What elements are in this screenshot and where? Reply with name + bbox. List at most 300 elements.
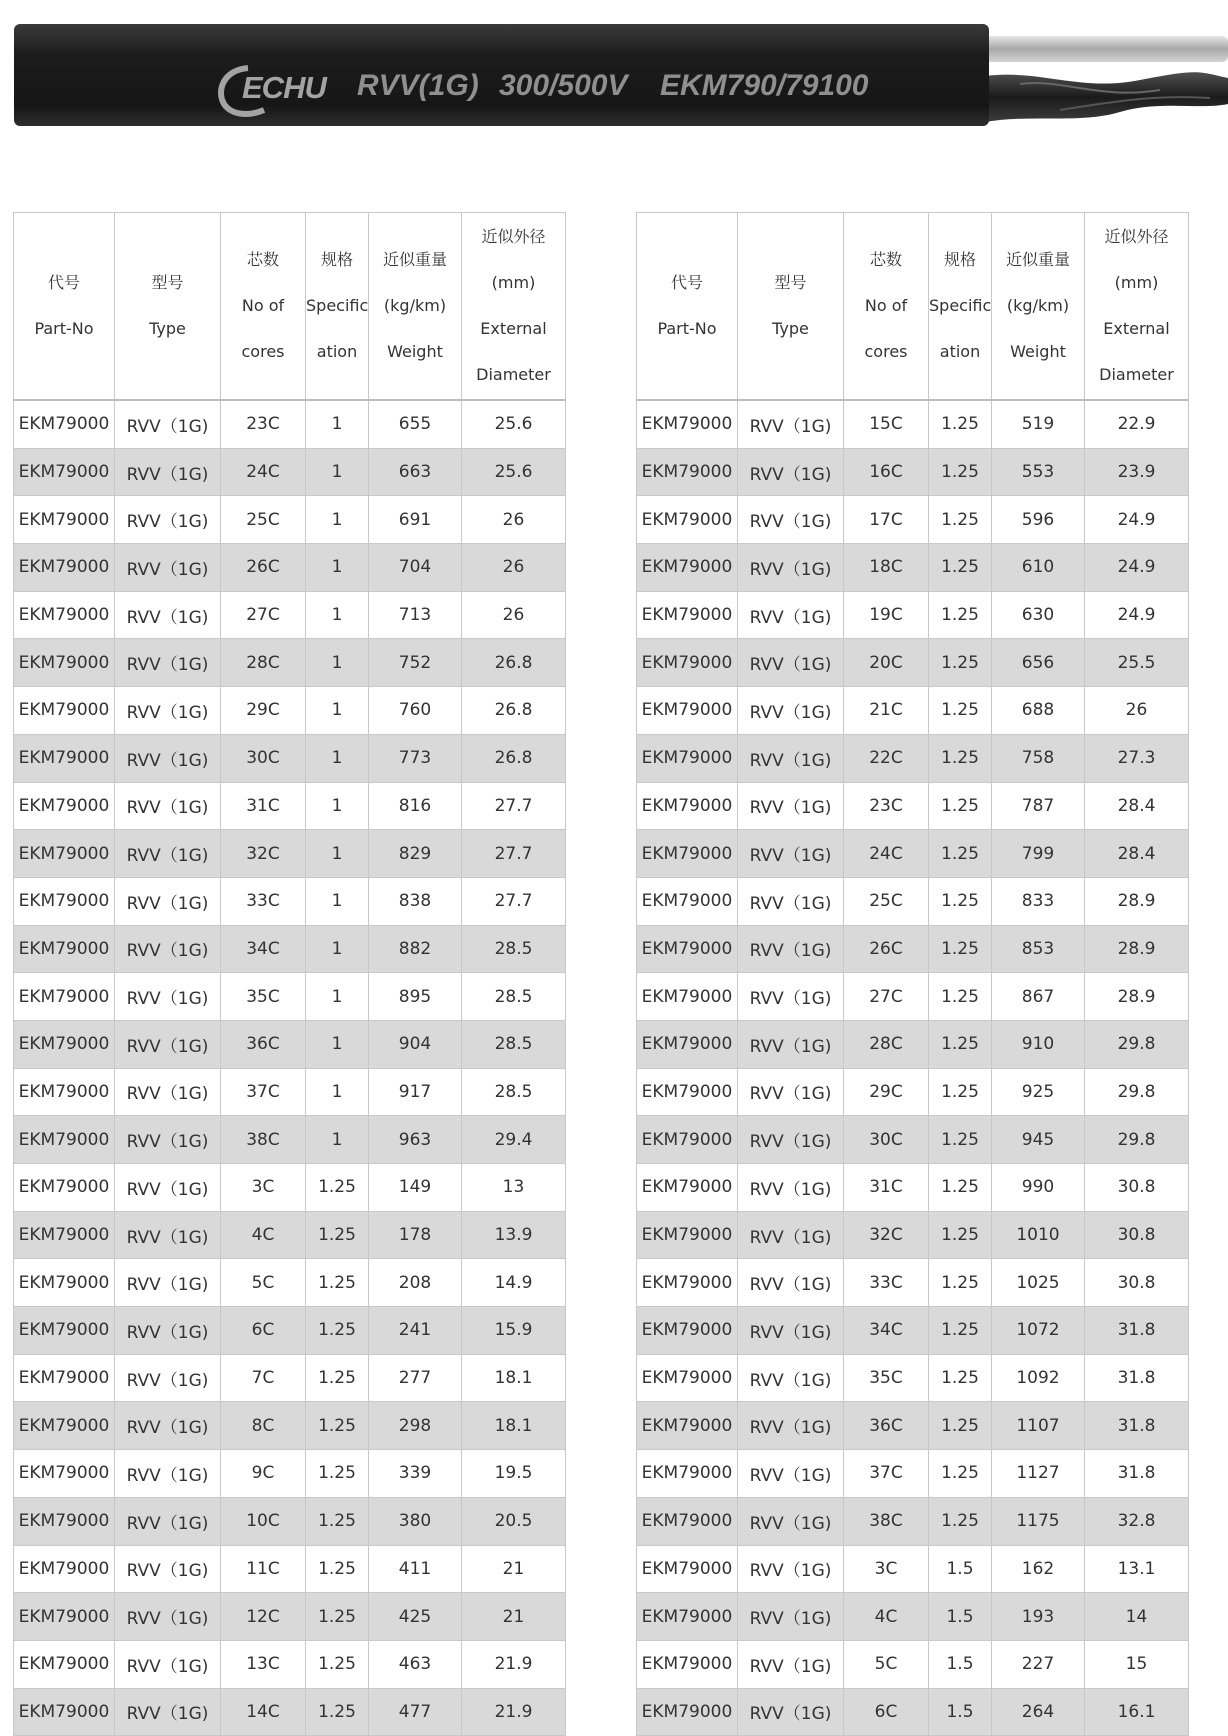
cell-type: RVV（1G): [738, 1259, 844, 1307]
cell-specification: 1.25: [929, 830, 992, 878]
cell-part-no: EKM79000: [14, 400, 115, 448]
header-part-no: 代号 Part-No: [14, 213, 115, 401]
cell-part-no: EKM79000: [637, 687, 738, 735]
cell-diameter: 25.5: [1085, 639, 1189, 687]
cell-weight: 867: [992, 973, 1085, 1021]
cell-diameter: 28.9: [1085, 877, 1189, 925]
table-row: [637, 925, 1189, 973]
cell-weight: 411: [369, 1545, 462, 1593]
cell-type: RVV（1G): [115, 1688, 221, 1736]
cell-diameter: 21.9: [462, 1688, 566, 1736]
cell-specification: 1.25: [306, 1307, 369, 1355]
cell-diameter: 25.6: [462, 448, 566, 496]
cell-weight: 655: [369, 400, 462, 448]
cell-type: RVV（1G): [738, 1497, 844, 1545]
cell-type: RVV（1G): [738, 1116, 844, 1164]
header-diameter: 近似外径 (mm) External Diameter: [462, 213, 566, 401]
cell-specification: 1.5: [929, 1688, 992, 1736]
cell-cores: 32C: [844, 1211, 929, 1259]
cell-cores: 30C: [221, 734, 306, 782]
table-row: [14, 1593, 566, 1641]
cell-specification: 1: [306, 973, 369, 1021]
cell-type: RVV（1G): [738, 639, 844, 687]
cell-cores: 29C: [221, 687, 306, 735]
echu-logo: [214, 60, 334, 120]
table-body-left: [14, 400, 566, 1736]
cell-type: RVV（1G): [115, 400, 221, 448]
cell-weight: 773: [369, 734, 462, 782]
cell-diameter: 26: [462, 544, 566, 592]
cell-specification: 1: [306, 687, 369, 735]
cell-diameter: 31.8: [1085, 1402, 1189, 1450]
cell-weight: 833: [992, 877, 1085, 925]
cell-part-no: EKM79000: [14, 1593, 115, 1641]
cell-weight: 882: [369, 925, 462, 973]
cell-part-no: EKM79000: [637, 591, 738, 639]
cell-type: RVV（1G): [738, 925, 844, 973]
cell-specification: 1.25: [306, 1211, 369, 1259]
cell-weight: 277: [369, 1354, 462, 1402]
table-row: [637, 1545, 1189, 1593]
cell-specification: 1.25: [929, 400, 992, 448]
cell-type: RVV（1G): [115, 1497, 221, 1545]
cell-diameter: 27.7: [462, 830, 566, 878]
cell-diameter: 28.4: [1085, 782, 1189, 830]
cell-part-no: EKM79000: [637, 400, 738, 448]
cell-type: RVV（1G): [115, 1593, 221, 1641]
table-row: [14, 1688, 566, 1736]
cell-cores: 25C: [844, 877, 929, 925]
cell-weight: 149: [369, 1164, 462, 1212]
header-part-no: 代号 Part-No: [637, 213, 738, 401]
cell-type: RVV（1G): [115, 496, 221, 544]
cell-cores: 31C: [844, 1164, 929, 1212]
cell-diameter: 21: [462, 1545, 566, 1593]
table-row: [637, 877, 1189, 925]
cell-type: RVV（1G): [115, 591, 221, 639]
cell-specification: 1: [306, 448, 369, 496]
cell-part-no: EKM79000: [14, 1450, 115, 1498]
cell-diameter: 19.5: [462, 1450, 566, 1498]
cell-type: RVV（1G): [738, 544, 844, 592]
cell-specification: 1.25: [929, 544, 992, 592]
cell-diameter: 28.9: [1085, 925, 1189, 973]
cell-diameter: 27.7: [462, 782, 566, 830]
table-row: [637, 1164, 1189, 1212]
cell-type: RVV（1G): [115, 1307, 221, 1355]
cell-weight: 339: [369, 1450, 462, 1498]
cell-diameter: 32.8: [1085, 1497, 1189, 1545]
cell-cores: 17C: [844, 496, 929, 544]
cell-type: RVV（1G): [115, 448, 221, 496]
cell-part-no: EKM79000: [637, 1545, 738, 1593]
cell-weight: 656: [992, 639, 1085, 687]
cell-type: RVV（1G): [115, 1116, 221, 1164]
table-row: [637, 400, 1189, 448]
cell-type: RVV（1G): [738, 1450, 844, 1498]
cell-weight: 596: [992, 496, 1085, 544]
cell-part-no: EKM79000: [637, 1164, 738, 1212]
cell-weight: 178: [369, 1211, 462, 1259]
cell-cores: 3C: [221, 1164, 306, 1212]
cell-diameter: 31.8: [1085, 1354, 1189, 1402]
cell-type: RVV（1G): [115, 639, 221, 687]
cell-specification: 1.25: [306, 1593, 369, 1641]
cell-weight: 1175: [992, 1497, 1085, 1545]
cell-cores: 37C: [221, 1068, 306, 1116]
cell-part-no: EKM79000: [637, 1593, 738, 1641]
cell-specification: 1.25: [306, 1545, 369, 1593]
table-row: [14, 1402, 566, 1450]
cell-type: RVV（1G): [115, 1545, 221, 1593]
table-row: [14, 1354, 566, 1402]
cable-model-print: RVV(1G): [357, 69, 479, 102]
table-row: [14, 877, 566, 925]
cell-specification: 1.25: [929, 1116, 992, 1164]
cell-part-no: EKM79000: [637, 1640, 738, 1688]
cell-weight: 227: [992, 1640, 1085, 1688]
table-header-row: [14, 213, 566, 401]
cell-part-no: EKM79000: [637, 1259, 738, 1307]
cell-part-no: EKM79000: [637, 448, 738, 496]
cell-specification: 1.25: [306, 1354, 369, 1402]
cell-part-no: EKM79000: [14, 591, 115, 639]
cell-specification: 1.25: [929, 782, 992, 830]
cell-type: RVV（1G): [738, 1688, 844, 1736]
cell-cores: 7C: [221, 1354, 306, 1402]
table-row: [637, 687, 1189, 735]
cell-diameter: 28.4: [1085, 830, 1189, 878]
cable-voltage-print: 300/500V: [499, 69, 628, 102]
cell-type: RVV（1G): [738, 782, 844, 830]
cell-diameter: 29.8: [1085, 1020, 1189, 1068]
cell-part-no: EKM79000: [637, 734, 738, 782]
cell-cores: 4C: [221, 1211, 306, 1259]
cell-part-no: EKM79000: [14, 544, 115, 592]
cell-type: RVV（1G): [115, 1211, 221, 1259]
cell-specification: 1.25: [306, 1450, 369, 1498]
table-row: [637, 1307, 1189, 1355]
table-row: [14, 1211, 566, 1259]
cell-cores: 19C: [844, 591, 929, 639]
cell-specification: 1.25: [929, 1402, 992, 1450]
cell-cores: 36C: [221, 1020, 306, 1068]
cell-diameter: 15: [1085, 1640, 1189, 1688]
cell-part-no: EKM79000: [637, 1450, 738, 1498]
table-row: [14, 1259, 566, 1307]
cell-part-no: EKM79000: [14, 1068, 115, 1116]
cell-diameter: 31.8: [1085, 1307, 1189, 1355]
cell-diameter: 26: [462, 496, 566, 544]
cell-cores: 18C: [844, 544, 929, 592]
cell-diameter: 16.1: [1085, 1688, 1189, 1736]
cell-part-no: EKM79000: [637, 830, 738, 878]
cell-diameter: 28.5: [462, 925, 566, 973]
table-row: [637, 496, 1189, 544]
cell-specification: 1.25: [929, 925, 992, 973]
table-row: [14, 1450, 566, 1498]
cell-diameter: 24.9: [1085, 591, 1189, 639]
table-row: [637, 1020, 1189, 1068]
cell-diameter: 27.7: [462, 877, 566, 925]
cell-part-no: EKM79000: [637, 782, 738, 830]
cell-type: RVV（1G): [115, 782, 221, 830]
cell-specification: 1.25: [306, 1164, 369, 1212]
cell-cores: 37C: [844, 1450, 929, 1498]
cell-part-no: EKM79000: [14, 1116, 115, 1164]
cell-type: RVV（1G): [115, 830, 221, 878]
cell-specification: 1.5: [929, 1593, 992, 1641]
cell-weight: 1092: [992, 1354, 1085, 1402]
cell-cores: 38C: [844, 1497, 929, 1545]
cell-part-no: EKM79000: [637, 1354, 738, 1402]
table-row: [14, 925, 566, 973]
cell-specification: 1: [306, 1068, 369, 1116]
cell-diameter: 13.9: [462, 1211, 566, 1259]
cell-diameter: 29.8: [1085, 1116, 1189, 1164]
cell-cores: 35C: [221, 973, 306, 1021]
cell-diameter: 26.8: [462, 734, 566, 782]
table-row: [637, 1068, 1189, 1116]
cell-weight: 630: [992, 591, 1085, 639]
cell-weight: 1010: [992, 1211, 1085, 1259]
cell-part-no: EKM79000: [14, 1497, 115, 1545]
cell-diameter: 30.8: [1085, 1211, 1189, 1259]
logo-text: ECHU: [242, 70, 326, 105]
cell-specification: 1.25: [929, 1354, 992, 1402]
cell-type: RVV（1G): [738, 1068, 844, 1116]
table-row: [637, 448, 1189, 496]
cell-cores: 10C: [221, 1497, 306, 1545]
cell-specification: 1: [306, 782, 369, 830]
cell-type: RVV（1G): [738, 830, 844, 878]
cell-diameter: 28.5: [462, 1020, 566, 1068]
cell-part-no: EKM79000: [637, 496, 738, 544]
header-specification: 规格 Specific ation: [306, 213, 369, 401]
cell-type: RVV（1G): [738, 448, 844, 496]
cell-weight: 853: [992, 925, 1085, 973]
table-row: [637, 591, 1189, 639]
cell-specification: 1.25: [929, 1211, 992, 1259]
cell-weight: 816: [369, 782, 462, 830]
cable-part-print: EKM790/79100: [660, 69, 869, 102]
cell-specification: 1: [306, 639, 369, 687]
cell-part-no: EKM79000: [14, 639, 115, 687]
cell-cores: 32C: [221, 830, 306, 878]
cell-specification: 1: [306, 1116, 369, 1164]
cell-part-no: EKM79000: [14, 1307, 115, 1355]
table-row: [14, 496, 566, 544]
cell-specification: 1.25: [929, 1307, 992, 1355]
table-row: [14, 591, 566, 639]
table-row: [14, 973, 566, 1021]
header-cores: 芯数 No of cores: [844, 213, 929, 401]
cell-diameter: 20.5: [462, 1497, 566, 1545]
table-row: [14, 1497, 566, 1545]
cell-cores: 28C: [221, 639, 306, 687]
cell-type: RVV（1G): [738, 496, 844, 544]
cell-cores: 33C: [221, 877, 306, 925]
cell-part-no: EKM79000: [14, 496, 115, 544]
cell-weight: 917: [369, 1068, 462, 1116]
cell-specification: 1: [306, 830, 369, 878]
table-row: [637, 1593, 1189, 1641]
cell-specification: 1.25: [929, 687, 992, 735]
cell-diameter: 26: [1085, 687, 1189, 735]
table-row: [637, 1450, 1189, 1498]
cell-type: RVV（1G): [738, 973, 844, 1021]
cell-diameter: 24.9: [1085, 544, 1189, 592]
table-row: [14, 1068, 566, 1116]
cell-weight: 945: [992, 1116, 1085, 1164]
cell-diameter: 14: [1085, 1593, 1189, 1641]
cell-diameter: 25.6: [462, 400, 566, 448]
table-row: [14, 830, 566, 878]
cell-specification: 1: [306, 1020, 369, 1068]
header-weight: 近似重量 (kg/km) Weight: [992, 213, 1085, 401]
cell-weight: 193: [992, 1593, 1085, 1641]
table-row: [637, 639, 1189, 687]
header-type: 型号 Type: [115, 213, 221, 401]
cell-specification: 1.25: [929, 973, 992, 1021]
cell-diameter: 29.4: [462, 1116, 566, 1164]
cell-type: RVV（1G): [115, 1164, 221, 1212]
cell-type: RVV（1G): [738, 1402, 844, 1450]
table-row: [637, 1640, 1189, 1688]
table-row: [14, 782, 566, 830]
table-row: [637, 1497, 1189, 1545]
table-row: [637, 830, 1189, 878]
cell-weight: 477: [369, 1688, 462, 1736]
table-row: [637, 544, 1189, 592]
cell-specification: 1.25: [929, 1497, 992, 1545]
table-body-right: [637, 400, 1189, 1736]
cell-weight: 241: [369, 1307, 462, 1355]
cell-specification: 1: [306, 877, 369, 925]
header-cores: 芯数 No of cores: [221, 213, 306, 401]
cell-type: RVV（1G): [738, 1640, 844, 1688]
cell-specification: 1: [306, 496, 369, 544]
cell-diameter: 21.9: [462, 1640, 566, 1688]
cell-cores: 26C: [844, 925, 929, 973]
cell-specification: 1.25: [306, 1497, 369, 1545]
cell-weight: 990: [992, 1164, 1085, 1212]
cell-part-no: EKM79000: [14, 1545, 115, 1593]
cell-cores: 38C: [221, 1116, 306, 1164]
cell-part-no: EKM79000: [14, 734, 115, 782]
cell-diameter: 24.9: [1085, 496, 1189, 544]
cell-diameter: 29.8: [1085, 1068, 1189, 1116]
cell-diameter: 26.8: [462, 687, 566, 735]
cell-weight: 298: [369, 1402, 462, 1450]
cell-specification: 1.25: [306, 1259, 369, 1307]
cell-weight: 1107: [992, 1402, 1085, 1450]
cell-specification: 1: [306, 925, 369, 973]
cell-type: RVV（1G): [738, 1211, 844, 1259]
table-row: [637, 1259, 1189, 1307]
cell-diameter: 26.8: [462, 639, 566, 687]
cell-specification: 1.5: [929, 1545, 992, 1593]
cell-type: RVV（1G): [738, 877, 844, 925]
cell-diameter: 14.9: [462, 1259, 566, 1307]
cell-type: RVV（1G): [738, 687, 844, 735]
cell-part-no: EKM79000: [14, 877, 115, 925]
table-row: [14, 639, 566, 687]
cell-part-no: EKM79000: [14, 1211, 115, 1259]
cell-cores: 31C: [221, 782, 306, 830]
cell-diameter: 27.3: [1085, 734, 1189, 782]
cell-cores: 6C: [221, 1307, 306, 1355]
table-row: [14, 448, 566, 496]
cell-cores: 20C: [844, 639, 929, 687]
cell-type: RVV（1G): [115, 734, 221, 782]
cell-specification: 1.5: [929, 1640, 992, 1688]
cell-part-no: EKM79000: [637, 925, 738, 973]
cell-weight: 380: [369, 1497, 462, 1545]
header-type: 型号 Type: [738, 213, 844, 401]
cell-cores: 25C: [221, 496, 306, 544]
cell-cores: 11C: [221, 1545, 306, 1593]
cell-diameter: 28.5: [462, 973, 566, 1021]
cell-part-no: EKM79000: [637, 1402, 738, 1450]
table-row: [14, 400, 566, 448]
cell-weight: 162: [992, 1545, 1085, 1593]
cell-diameter: 28.5: [462, 1068, 566, 1116]
header-specification: 规格 Specific ation: [929, 213, 992, 401]
cell-type: RVV（1G): [115, 1020, 221, 1068]
cell-diameter: 15.9: [462, 1307, 566, 1355]
cell-part-no: EKM79000: [637, 877, 738, 925]
cell-cores: 23C: [844, 782, 929, 830]
cell-weight: 925: [992, 1068, 1085, 1116]
cell-type: RVV（1G): [738, 1354, 844, 1402]
cell-type: RVV（1G): [115, 925, 221, 973]
cell-part-no: EKM79000: [637, 1688, 738, 1736]
cell-weight: 829: [369, 830, 462, 878]
cell-specification: 1: [306, 400, 369, 448]
cell-part-no: EKM79000: [14, 973, 115, 1021]
cell-part-no: EKM79000: [14, 448, 115, 496]
cell-weight: 704: [369, 544, 462, 592]
cell-diameter: 28.9: [1085, 973, 1189, 1021]
cell-weight: 553: [992, 448, 1085, 496]
spec-table-right: [636, 212, 1189, 1736]
cell-cores: 33C: [844, 1259, 929, 1307]
cell-weight: 787: [992, 782, 1085, 830]
cell-type: RVV（1G): [738, 1164, 844, 1212]
cell-weight: 1127: [992, 1450, 1085, 1498]
cell-cores: 30C: [844, 1116, 929, 1164]
cell-weight: 264: [992, 1688, 1085, 1736]
cell-type: RVV（1G): [738, 591, 844, 639]
table-row: [14, 1020, 566, 1068]
table-row: [637, 1402, 1189, 1450]
cell-cores: 6C: [844, 1688, 929, 1736]
cell-cores: 28C: [844, 1020, 929, 1068]
cell-specification: 1.25: [929, 734, 992, 782]
cell-type: RVV（1G): [115, 877, 221, 925]
cell-cores: 26C: [221, 544, 306, 592]
cell-part-no: EKM79000: [14, 782, 115, 830]
cell-type: RVV（1G): [115, 544, 221, 592]
cell-weight: 758: [992, 734, 1085, 782]
cell-specification: 1: [306, 734, 369, 782]
cell-diameter: 22.9: [1085, 400, 1189, 448]
cell-type: RVV（1G): [738, 1307, 844, 1355]
cell-part-no: EKM79000: [637, 1068, 738, 1116]
cell-type: RVV（1G): [738, 734, 844, 782]
table-row: [637, 734, 1189, 782]
